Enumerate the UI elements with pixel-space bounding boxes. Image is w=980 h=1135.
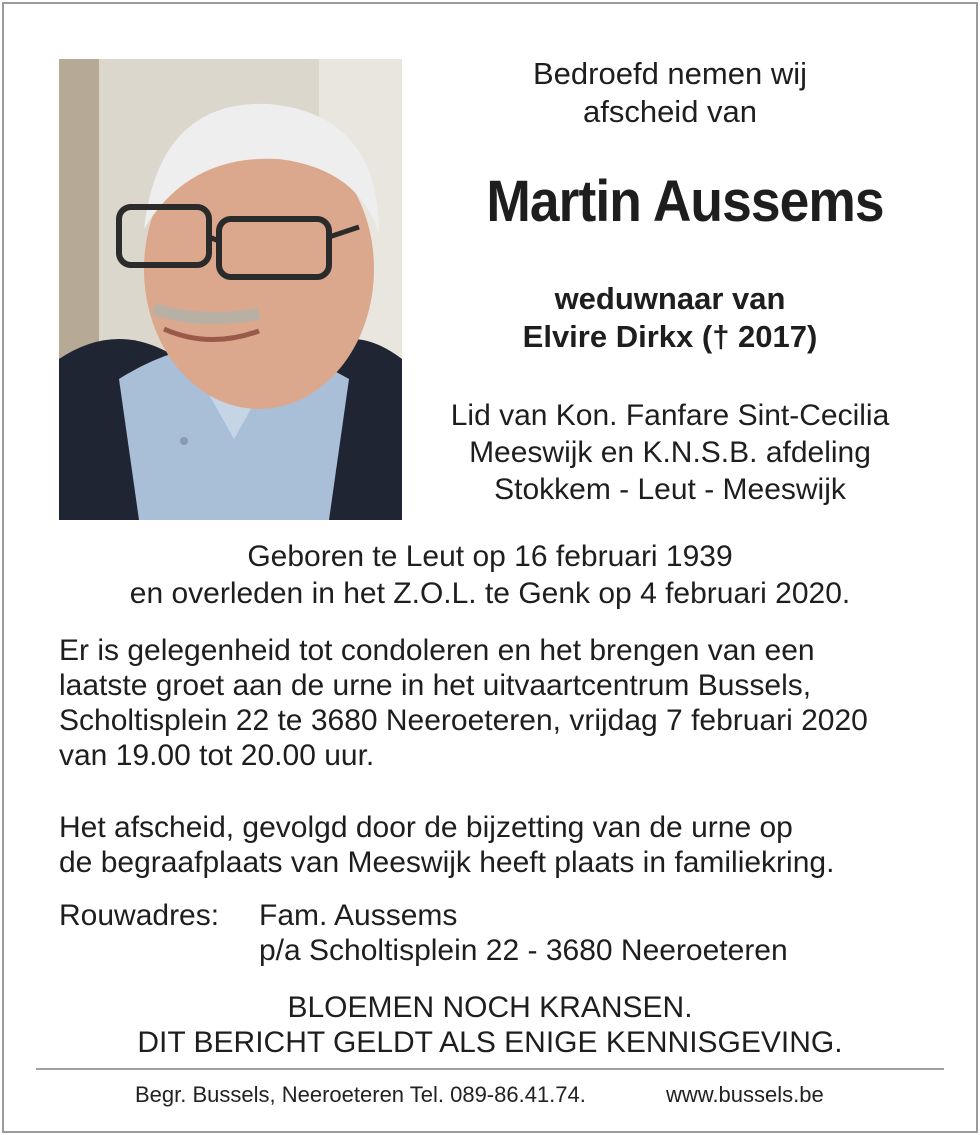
life-dates xyxy=(40,538,940,612)
spouse-info xyxy=(470,280,870,356)
spouse-line: Elvire Dirkx († 2017) xyxy=(522,319,818,354)
membership-line: Stokkem - Leut - Meeswijk xyxy=(494,473,846,506)
membership-line: Meeswijk en K.N.S.B. afdeling xyxy=(469,436,871,469)
condolence-line: laatste groet aan de urne in het uitvaartcentrum Bussels, xyxy=(59,669,812,702)
deceased-name: Martin Aussems xyxy=(486,169,884,234)
condolence-line: van 19.00 tot 20.00 uur. xyxy=(59,739,375,772)
portrait-photo xyxy=(59,59,402,520)
funeral-home-contact: Begr. Bussels, Neeroeteren Tel. 089-86.41.74. xyxy=(135,1082,586,1107)
life-dates-line: en overleden in het Z.O.L. te Genk op 4 februari 2020. xyxy=(129,577,851,610)
farewell-line: de begraafplaats van Meeswijk heeft plaats in familiekring. xyxy=(59,846,835,879)
membership-info xyxy=(420,397,920,508)
intro-line: afscheid van xyxy=(582,94,758,129)
condolence-paragraph xyxy=(59,633,939,773)
address-label: Rouwadres: xyxy=(59,899,220,932)
condolence-line: Er is gelegenheid tot condoleren en het brengen van een xyxy=(59,634,815,667)
condolence-line: Scholtisplein 22 te 3680 Neeroeteren, vrijdag 7 februari 2020 xyxy=(59,704,868,737)
farewell-paragraph xyxy=(59,810,939,880)
footer-divider xyxy=(36,1068,944,1070)
address-line: Fam. Aussems xyxy=(259,899,458,932)
website-link[interactable]: www.bussels.be xyxy=(666,1082,824,1107)
spouse-line: weduwnaar van xyxy=(554,281,786,316)
address-lines xyxy=(259,898,788,968)
intro-text xyxy=(470,55,870,131)
notice-line: BLOEMEN NOCH KRANSEN. xyxy=(287,991,693,1024)
intro-line: Bedroefd nemen wij xyxy=(533,56,807,91)
life-dates-line: Geboren te Leut op 16 februari 1939 xyxy=(247,540,733,573)
notice-line: DIT BERICHT GELDT ALS ENIGE KENNISGEVING. xyxy=(137,1026,843,1059)
notice xyxy=(40,990,940,1060)
address-line: p/a Scholtisplein 22 - 3680 Neeroeteren xyxy=(259,934,788,967)
farewell-line: Het afscheid, gevolgd door de bijzetting van de urne op xyxy=(59,811,793,844)
membership-line: Lid van Kon. Fanfare Sint-Cecilia xyxy=(450,399,890,432)
